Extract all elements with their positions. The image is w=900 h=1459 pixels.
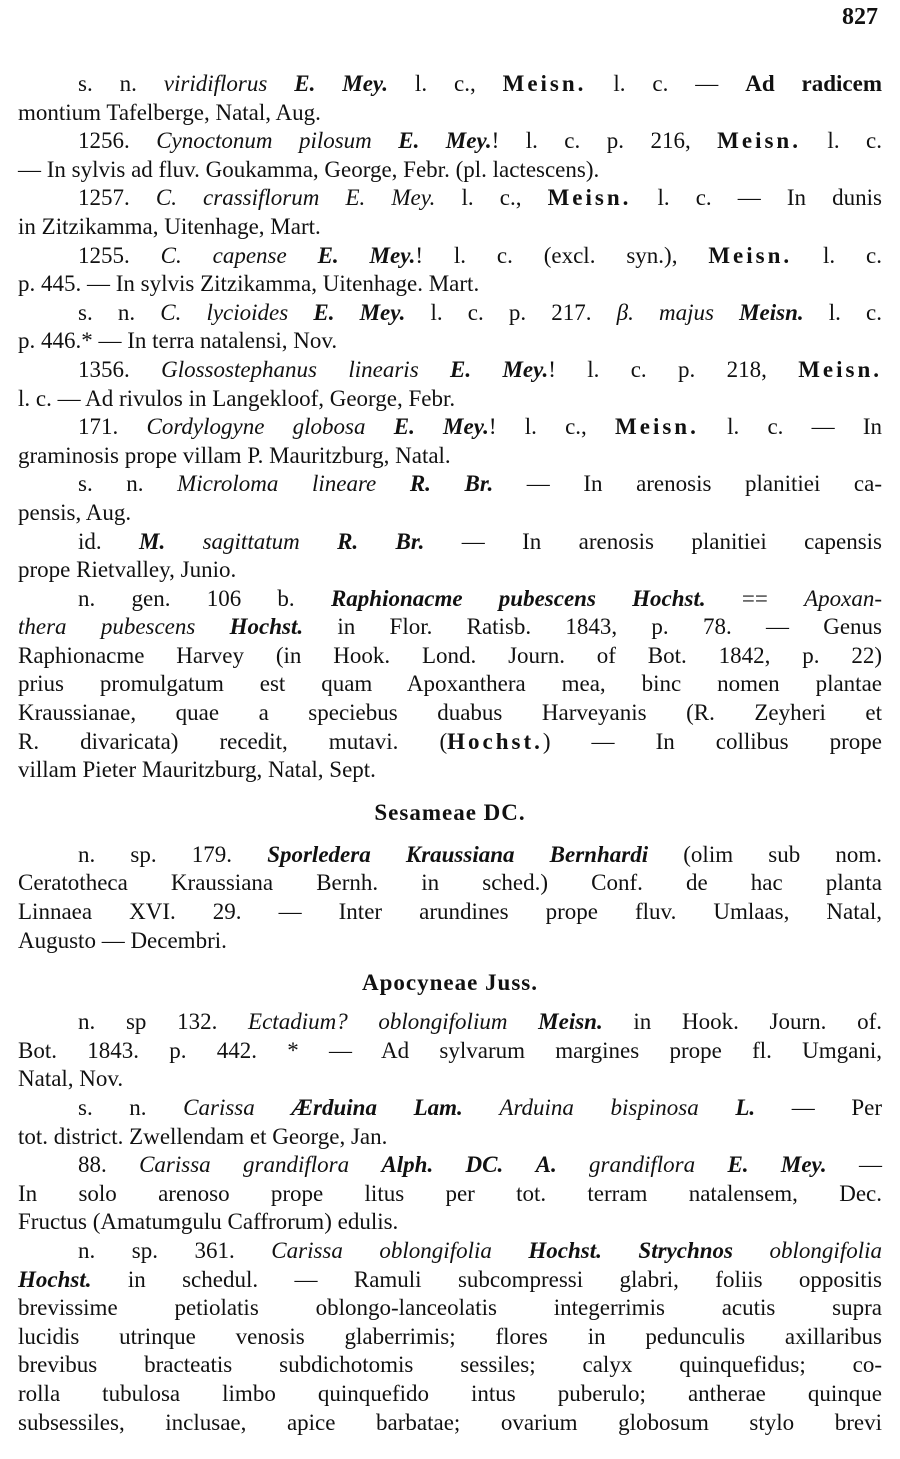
text-run: s. n. xyxy=(78,299,161,325)
text-line xyxy=(18,1294,882,1323)
text-run: — xyxy=(826,1152,883,1178)
text-line xyxy=(18,470,882,499)
styled-text-run: Meisn. xyxy=(708,242,793,268)
text-line xyxy=(18,841,882,870)
text-line xyxy=(18,869,882,898)
text-run: l. c. p. 217. xyxy=(405,299,617,325)
text-line xyxy=(18,1266,882,1295)
text-run: 1255. xyxy=(78,242,161,268)
text-run: p. 445. — In sylvis Zitzikamma, Uitenhage. Mart. xyxy=(18,271,480,297)
styled-text-run: M. xyxy=(139,528,203,554)
styled-text-run: A. xyxy=(535,1152,590,1178)
styled-text-run: E. Mey. xyxy=(313,299,406,325)
text-run: 1257. xyxy=(78,185,156,211)
text-line xyxy=(18,1323,882,1352)
styled-text-run: Meisn. xyxy=(717,128,801,154)
text-line xyxy=(18,1208,882,1237)
text-line xyxy=(18,613,882,642)
text-run: In solo arenoso prope litus per tot. terram natalensem, Dec. xyxy=(18,1180,882,1206)
text-run: ! l. c., xyxy=(488,414,616,440)
text-run: s. n. xyxy=(78,471,178,497)
text-run: R. divaricata) recedit, mutavi. ( xyxy=(18,728,448,754)
styled-text-run: viridiflorus xyxy=(163,71,295,96)
text-line xyxy=(18,156,882,185)
styled-text-run: Alph. DC. xyxy=(381,1152,504,1178)
text-line xyxy=(18,499,882,528)
text-run: — In arenosis planitiei capensis xyxy=(424,528,883,554)
text-run: brevissime petiolatis oblongo-lanceolatis integerrimis acutis supra xyxy=(18,1295,882,1321)
text-run: subsessiles, inclusae, apice barbatae; ovarium globosum stylo brevi xyxy=(18,1409,882,1435)
text-run: ! l. c. p. 216, xyxy=(491,128,718,154)
page-body xyxy=(18,70,882,1437)
text-run: l. c. xyxy=(803,299,883,325)
text-run xyxy=(602,1238,639,1263)
styled-text-run: β. majus xyxy=(616,299,740,325)
text-run: prius promulgatum est quam Apoxanthera mea, binc nomen plantae xyxy=(18,671,882,697)
text-run: Natal, Nov. xyxy=(18,1066,124,1092)
text-line xyxy=(18,528,882,557)
text-line xyxy=(18,184,882,213)
text-line xyxy=(18,728,882,757)
text-line xyxy=(18,1065,882,1094)
text-line xyxy=(18,756,882,785)
text-run: villam Pieter Mauritzburg, Natal, Sept. xyxy=(18,757,376,783)
styled-text-run: Meisn. xyxy=(798,356,883,382)
styled-text-run: L. xyxy=(735,1095,756,1120)
text-line xyxy=(18,1037,882,1066)
text-run: 88. xyxy=(78,1152,140,1178)
styled-text-run: Hochst. xyxy=(18,1266,92,1292)
text-run: p. 446.* — In terra natalensi, Nov. xyxy=(18,328,338,354)
styled-text-run: Hochst. xyxy=(528,1237,602,1263)
styled-text-run: Hochst. xyxy=(229,614,304,640)
text-line xyxy=(18,442,882,471)
text-line xyxy=(18,327,882,356)
styled-text-run: oblongifolia xyxy=(769,1237,882,1263)
section-heading: Apocyneae Juss. xyxy=(361,970,538,996)
text-run: prope Rietvalley, Junio. xyxy=(18,557,237,583)
styled-text-run: E. Mey. xyxy=(450,356,549,382)
text-run: l. c. — In dunis xyxy=(631,185,882,211)
text-run: montium Tafelberge, Natal, Aug. xyxy=(18,99,321,125)
styled-text-run: Carissa xyxy=(183,1095,292,1120)
text-run: Fructus (Amatumgulu Caffrorum) edulis. xyxy=(18,1209,399,1235)
text-run: s. n. xyxy=(78,1095,184,1120)
text-line xyxy=(18,1123,882,1152)
text-line xyxy=(18,213,882,242)
text-run: Raphionacme Harvey (in Hook. Lond. Journ. of Bot. 1842, p. 22) xyxy=(18,642,882,668)
text-line xyxy=(18,70,882,99)
styled-text-run: R. Br. xyxy=(337,528,425,554)
text-run: brevibus bracteatis subdichotomis sessiles; calyx quinquefidus; co- xyxy=(18,1352,882,1378)
text-run: — Per xyxy=(755,1095,883,1120)
text-run: — In arenosis planitiei ca- xyxy=(493,471,882,497)
text-line xyxy=(18,242,882,271)
text-run: Ceratotheca Kraussiana Bernh. in sched.) Conf. de hac planta xyxy=(18,870,882,896)
text-run: (olim sub nom. xyxy=(648,841,883,867)
styled-text-run: Carissa oblongifolia xyxy=(271,1237,529,1263)
text-run: ) — In collibus prope xyxy=(542,728,882,754)
text-run: == xyxy=(705,585,805,611)
text-line xyxy=(18,1237,882,1266)
text-run: ! l. c. (excl. syn.), xyxy=(415,242,709,268)
text-run: in Zitzikamma, Uitenhage, Mart. xyxy=(18,213,321,239)
text-run: tot. district. Zwellendam et George, Jan. xyxy=(18,1123,388,1149)
text-run: id. xyxy=(78,528,140,554)
text-run: n. sp. 361. xyxy=(78,1237,272,1263)
text-line xyxy=(18,299,882,328)
text-line xyxy=(18,1094,882,1123)
styled-text-run: Ad radicem xyxy=(745,71,883,96)
text-run: Kraussianae, quae a speciebus duabus Harveyanis (R. Zeyheri et xyxy=(18,700,882,726)
styled-text-run: E. Mey. xyxy=(727,1152,827,1178)
styled-text-run: Carissa grandiflora xyxy=(139,1152,382,1178)
text-run: l. c., xyxy=(435,185,548,211)
text-run: 1256. xyxy=(78,128,157,154)
text-line xyxy=(18,585,882,614)
text-run: l. c., xyxy=(388,71,503,96)
styled-text-run: E. Mey. xyxy=(294,71,389,96)
styled-text-run: Apoxan- xyxy=(804,585,882,611)
page-number: 827 xyxy=(842,4,878,30)
text-line xyxy=(18,1008,882,1037)
text-line xyxy=(18,99,882,128)
styled-text-run: C. crassiflorum E. Mey. xyxy=(155,185,436,211)
text-line xyxy=(18,1351,882,1380)
text-run: in Flor. Ratisb. 1843, p. 78. — Genus xyxy=(303,614,883,640)
text-run: graminosis prope villam P. Mauritzburg, Natal. xyxy=(18,442,451,468)
text-run: n. sp. 179. xyxy=(78,841,268,867)
styled-text-run: grandiflora xyxy=(589,1152,728,1178)
styled-text-run: Arduina bispinosa xyxy=(499,1095,736,1120)
text-line xyxy=(18,413,882,442)
text-run: ! l. c. p. 218, xyxy=(548,356,799,382)
text-line xyxy=(18,1409,882,1438)
text-run: in Hook. Journ. of. xyxy=(602,1009,882,1035)
styled-text-run: Meisn. xyxy=(739,299,804,325)
text-run: n. sp 132. xyxy=(78,1009,249,1035)
styled-text-run: Cordylogyne globosa xyxy=(146,414,394,440)
text-run: l. c. — In xyxy=(698,414,883,440)
text-run: Linnaea XVI. 29. — Inter arundines prope fluv. Umlaas, Natal, xyxy=(18,899,882,925)
styled-text-run: R. Br. xyxy=(409,471,494,497)
styled-text-run: thera pubescens xyxy=(18,614,230,640)
text-run: l. c. — xyxy=(586,71,746,96)
text-line xyxy=(18,556,882,585)
text-run: l. c. — Ad rivulos in Langekloof, George, Febr. xyxy=(18,385,456,411)
text-line xyxy=(18,356,882,385)
styled-text-run: E. Mey. xyxy=(398,128,492,154)
styled-text-run: Glossostephanus linearis xyxy=(161,356,450,382)
styled-text-run: Ectadium? oblongifolium xyxy=(248,1009,539,1035)
styled-text-run: Ærduina Lam. xyxy=(291,1095,463,1120)
styled-text-run: Meisn. xyxy=(538,1009,603,1035)
styled-text-run: Microloma lineare xyxy=(177,471,410,497)
text-line xyxy=(18,270,882,299)
text-run: Bot. 1843. p. 442. * — Ad sylvarum margines prope fl. Umgani, xyxy=(18,1037,882,1063)
styled-text-run: Meisn. xyxy=(615,414,699,440)
text-line xyxy=(18,927,882,956)
styled-text-run: Hochst. xyxy=(447,728,543,754)
styled-text-run: C. capense xyxy=(160,242,318,268)
styled-text-run: sagittatum xyxy=(202,528,338,554)
text-line xyxy=(18,1151,882,1180)
styled-text-run: E. Mey. xyxy=(393,414,489,440)
text-run: l. c. xyxy=(792,242,883,268)
text-run: l. c. xyxy=(800,128,882,154)
text-run: 171. xyxy=(78,414,147,440)
text-run: lucidis utrinque venosis glaberrimis; flores in pedunculis axillaribus xyxy=(18,1323,882,1349)
text-run: in schedul. — Ramuli subcompressi glabri, foliis oppositis xyxy=(91,1266,882,1292)
text-line xyxy=(18,642,882,671)
text-line xyxy=(18,1380,882,1409)
styled-text-run: Raphionacme pubescens Hochst. xyxy=(330,585,706,611)
styled-text-run: Strychnos xyxy=(638,1237,770,1263)
text-run: 1356. xyxy=(78,356,162,382)
text-line xyxy=(18,898,882,927)
text-run: Augusto — Decembri. xyxy=(18,927,227,953)
text-run: n. gen. 106 b. xyxy=(78,585,331,611)
text-line xyxy=(18,385,882,414)
styled-text-run: Meisn. xyxy=(502,71,587,96)
text-line xyxy=(18,127,882,156)
text-run: s. n. xyxy=(78,71,164,96)
styled-text-run: E. Mey. xyxy=(317,242,416,268)
text-run: pensis, Aug. xyxy=(18,499,132,525)
styled-text-run: C. lycioides xyxy=(160,299,314,325)
text-run xyxy=(503,1152,535,1177)
text-run: rolla tubulosa limbo quinquefido intus puberulo; antherae quinque xyxy=(18,1380,882,1406)
section-heading: Sesameae DC. xyxy=(374,799,526,825)
styled-text-run: Sporledera Kraussiana Bernhardi xyxy=(267,841,649,867)
styled-text-run: Meisn. xyxy=(547,185,632,211)
text-line xyxy=(18,1180,882,1209)
text-line xyxy=(18,670,882,699)
styled-text-run: Cynoctonum pilosum xyxy=(156,128,399,154)
text-line xyxy=(18,699,882,728)
text-run xyxy=(463,1095,500,1120)
text-run: — In sylvis ad fluv. Goukamma, George, Febr. (pl. lactescens). xyxy=(18,156,600,182)
